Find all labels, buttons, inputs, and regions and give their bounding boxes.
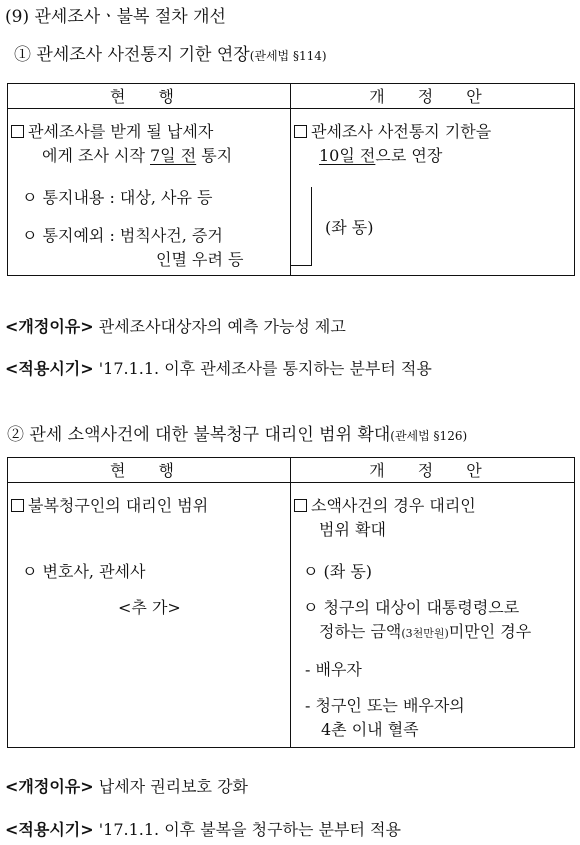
item2-proposed-bullet2b-post: 미만인 경우: [448, 622, 532, 641]
item2-current-add: <추 가>: [118, 598, 181, 617]
item1-current-bullet1: ㅇ 통지내용 : 대상, 사유 등: [22, 188, 213, 207]
item1-proposed-line1: [294, 119, 491, 142]
item2-proposed-dash1: - 배우자: [305, 660, 362, 679]
item1-effective: [5, 356, 432, 379]
item2-header-current: 현 행: [8, 458, 291, 483]
item2-title-text: ② 관세 소액사건에 대한 불복청구 대리인 범위 확대: [7, 425, 391, 445]
item1-header-current: 현 행: [8, 84, 291, 109]
item1-current-line2-underlined: 7일 전: [150, 146, 197, 165]
item2-current-bullet1: ㅇ 변호사, 관세사: [22, 562, 146, 581]
item2-proposed-bullet2a: ㅇ 청구의 대상이 대통령령으로: [303, 598, 520, 617]
item1-header-proposed: 개 정 안: [291, 84, 575, 109]
item2-proposed-line1-text: 소액사건의 경우 대리인: [311, 496, 476, 515]
item1-current-cell: [8, 109, 291, 276]
item1-current-line2: [42, 143, 232, 166]
item2-effective-label: <적용시기>: [5, 820, 94, 839]
item1-current-bullet2a: ㅇ 통지예외 : 범칙사건, 증거: [22, 226, 223, 245]
item1-reason-label: <개정이유>: [5, 317, 94, 336]
item2-proposed-bullet2b-amount: (3천만원): [401, 627, 449, 640]
item1-effective-label: <적용시기>: [5, 359, 94, 378]
item2-current-line1: [11, 493, 208, 516]
item1-current-line2-pre: 에게 조사 시작: [42, 146, 150, 165]
item2-current-line1-text: 불복청구인의 대리인 범위: [28, 496, 209, 515]
item2-proposed-bullet1: ㅇ (좌 동): [303, 562, 373, 581]
item1-proposed-line2-underlined: 10일 전: [319, 146, 376, 165]
item2-header-proposed: 개 정 안: [291, 458, 575, 483]
item1-proposed-same: (좌 동): [325, 218, 374, 237]
item2-proposed-bullet2b-pre: 정하는 금액: [319, 622, 402, 641]
checkbox-square-icon: [11, 125, 24, 138]
item1-proposed-line1-text: 관세조사 사전통지 기한을: [311, 122, 492, 141]
item1-current-line1-text: 관세조사를 받게 될 납세자: [28, 122, 214, 141]
item1-reason: [5, 314, 346, 337]
item1-comparison-table: [7, 83, 575, 276]
checkbox-square-icon: [294, 125, 307, 138]
item2-comparison-table: [7, 457, 575, 748]
checkbox-square-icon: [294, 499, 307, 512]
item2-proposed-dash2a: - 청구인 또는 배우자의: [305, 696, 465, 715]
section-title: (9) 관세조사ㆍ불복 절차 개선: [5, 7, 226, 27]
item2-proposed-bullet2b: [319, 619, 531, 642]
item1-reason-text: 관세조사대상자의 예측 가능성 제고: [98, 317, 346, 336]
item1-title-text: ① 관세조사 사전통지 기한 연장: [14, 45, 250, 65]
item1-proposed-line2: [319, 143, 442, 166]
item1-current-bullet2b: 인멸 우려 등: [156, 250, 244, 269]
item2-reason-label: <개정이유>: [5, 777, 94, 796]
item1-proposed-line2-post: 으로 연장: [375, 146, 443, 165]
bracket-icon: [291, 187, 312, 266]
item1-current-line2-post: 통지: [196, 146, 233, 165]
item2-proposed-line1: [294, 493, 476, 516]
item2-effective-text: '17.1.1. 이후 불복을 청구하는 분부터 적용: [98, 820, 401, 839]
item2-proposed-cell: [291, 483, 575, 748]
item1-proposed-cell: [291, 109, 575, 276]
item2-effective: [5, 817, 401, 840]
item1-current-line1: [11, 119, 213, 142]
item2-proposed-line2: 범위 확대: [319, 520, 386, 539]
item2-reason: [5, 774, 248, 797]
item1-effective-text: '17.1.1. 이후 관세조사를 통지하는 분부터 적용: [98, 359, 432, 378]
item2-proposed-dash2b: 4촌 이내 혈족: [321, 720, 419, 739]
item2-title: [7, 420, 467, 445]
item2-current-cell: [8, 483, 291, 748]
item2-law-ref: (관세법 §126): [390, 429, 468, 443]
item1-title: [14, 40, 327, 65]
item2-reason-text: 납세자 권리보호 강화: [98, 777, 249, 796]
checkbox-square-icon: [11, 499, 24, 512]
item1-law-ref: (관세법 §114): [249, 49, 327, 63]
